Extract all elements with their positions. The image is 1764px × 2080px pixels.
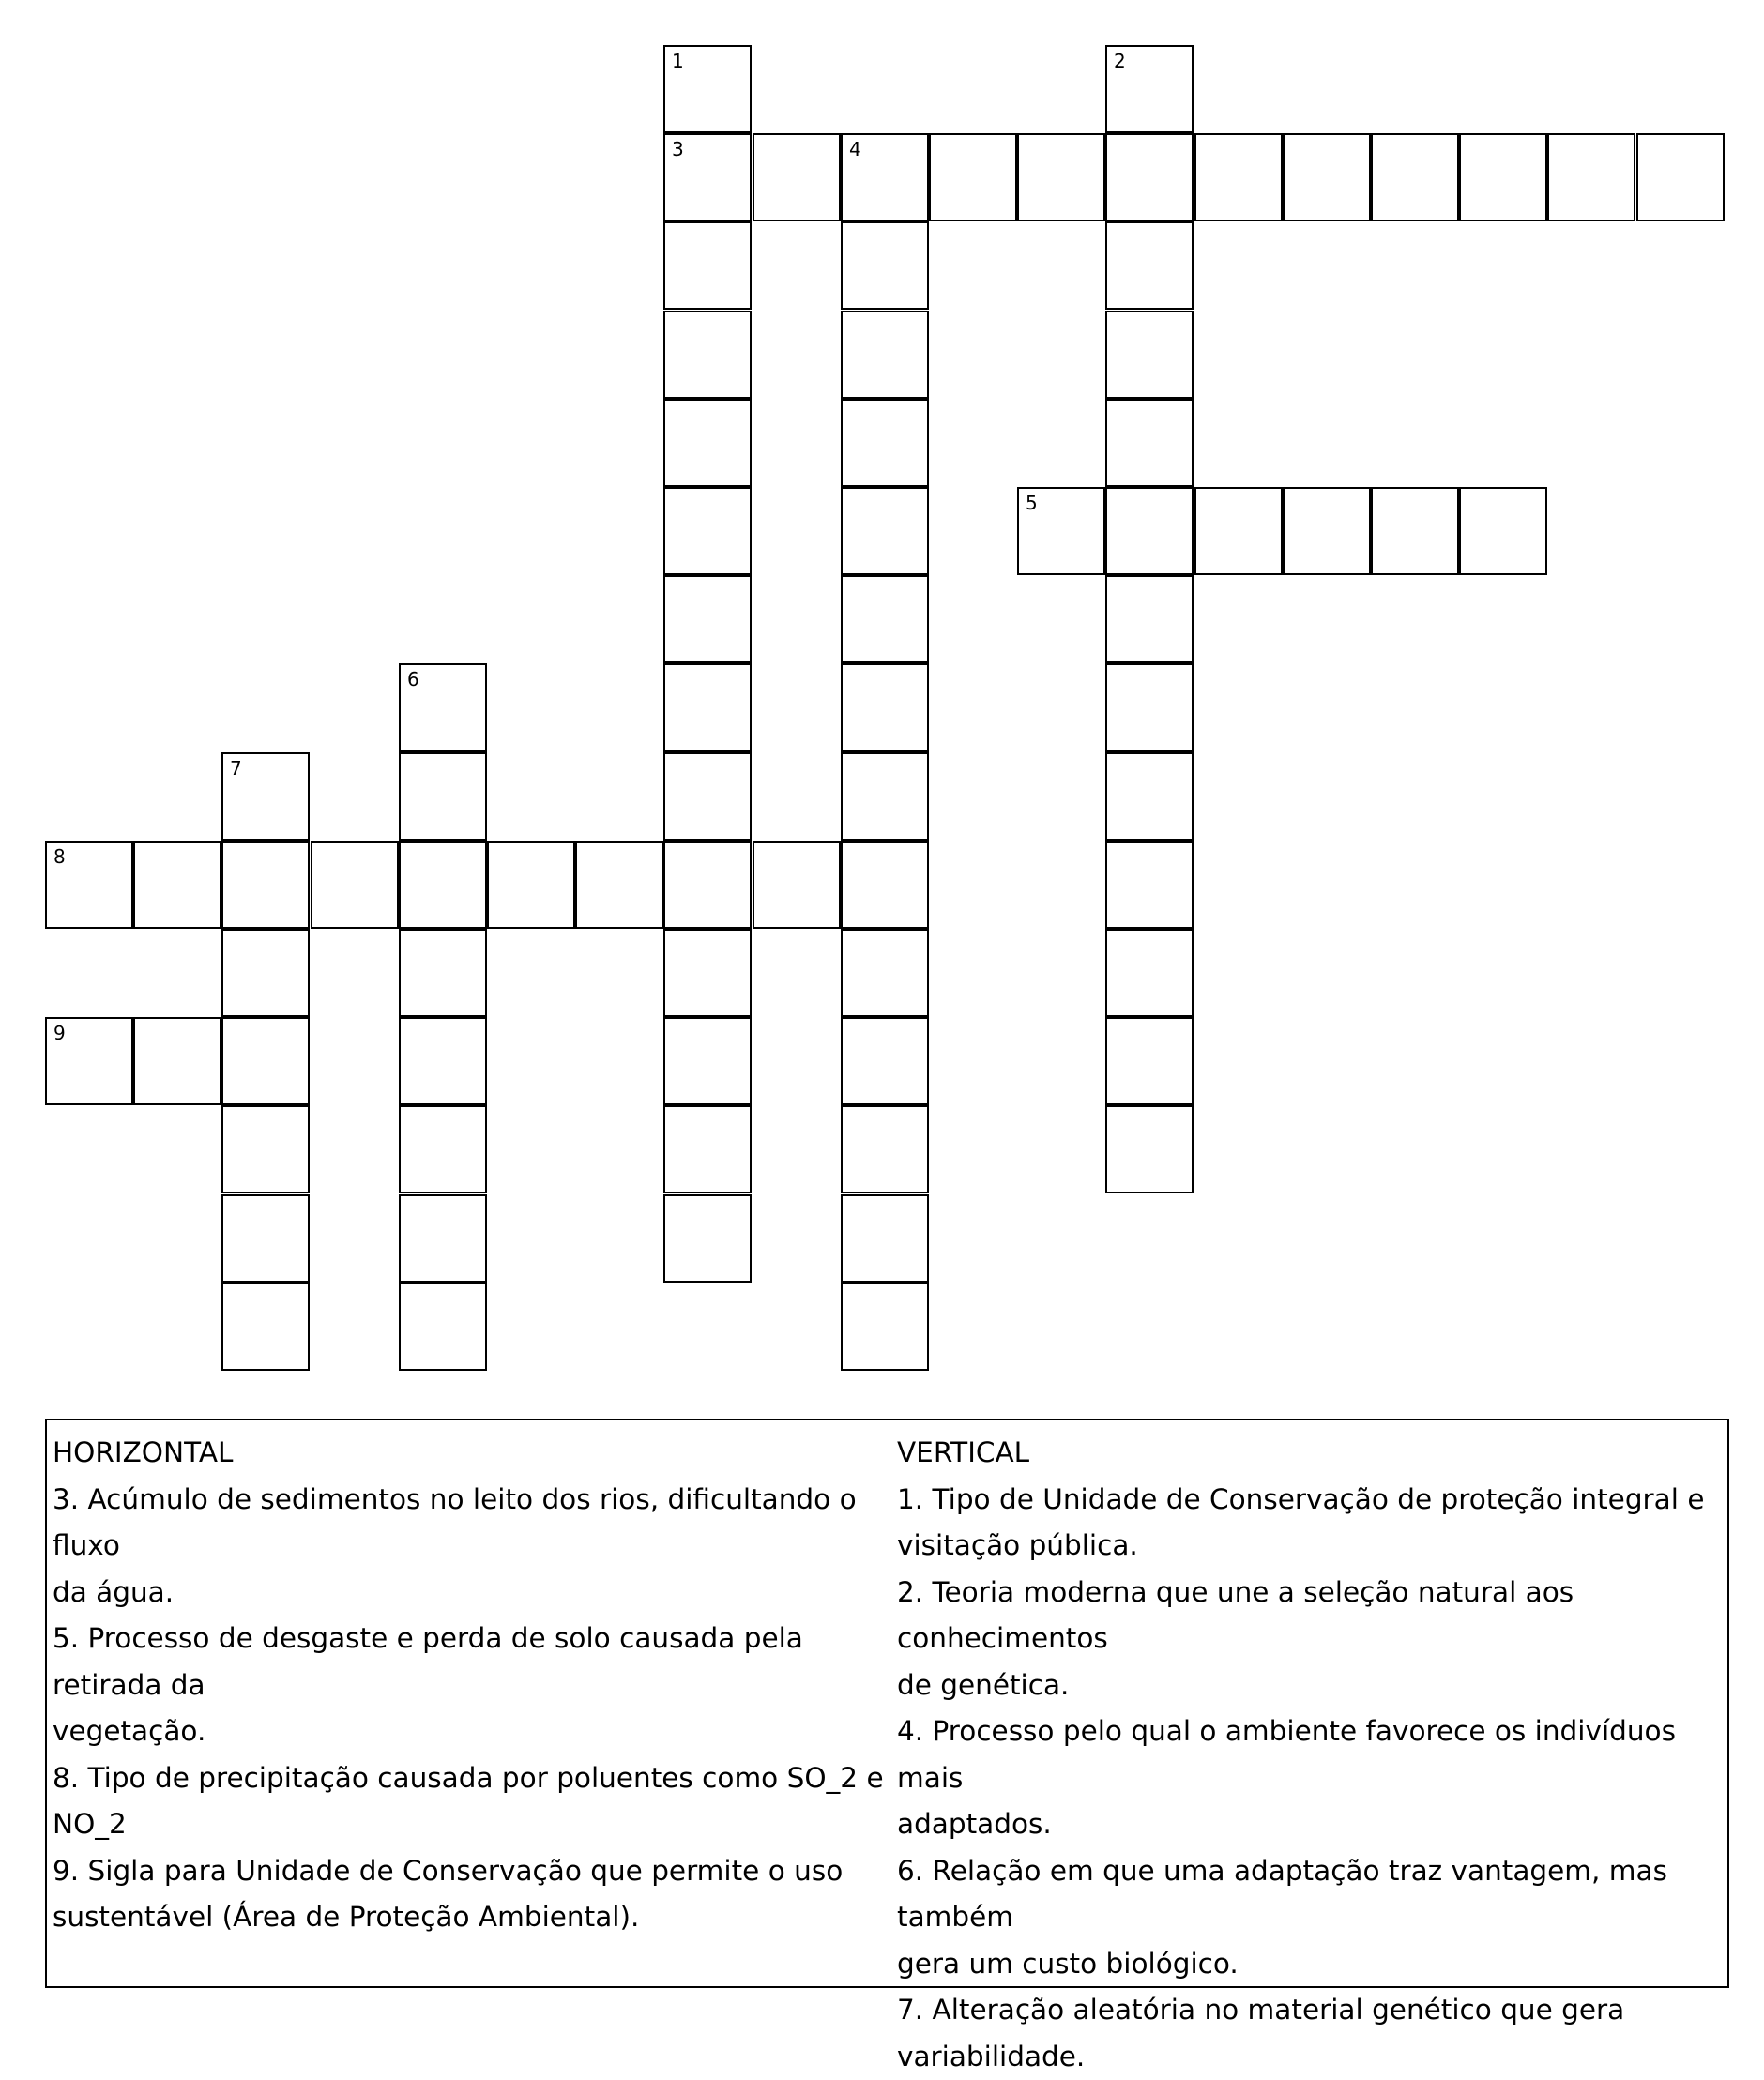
crossword-cell[interactable] <box>841 663 929 752</box>
crossword-cell[interactable] <box>663 929 752 1017</box>
crossword-cell[interactable] <box>1459 487 1547 575</box>
clue-line: 7. Alteração aleatória no material genético que gera <box>897 1987 1727 2034</box>
crossword-cell[interactable] <box>399 841 487 929</box>
crossword-cell[interactable] <box>663 752 752 841</box>
crossword-cell[interactable] <box>133 1017 221 1105</box>
crossword-cell[interactable] <box>221 1194 310 1283</box>
crossword-cell[interactable] <box>663 133 752 221</box>
clue-number: 9 <box>53 1024 66 1042</box>
crossword-cell[interactable] <box>841 929 929 1017</box>
clue-line: de genética. <box>897 1662 1727 1709</box>
crossword-cell[interactable] <box>663 1194 752 1283</box>
crossword-cell[interactable] <box>1017 133 1105 221</box>
crossword-cell[interactable] <box>1636 133 1725 221</box>
clue-line: 6. Relação em que uma adaptação traz vantagem, mas também <box>897 1848 1727 1941</box>
crossword-cell[interactable] <box>753 133 841 221</box>
vertical-clues <box>897 1430 1727 2080</box>
crossword-cell[interactable] <box>1105 841 1194 929</box>
crossword-cell[interactable] <box>1459 133 1547 221</box>
crossword-cell[interactable] <box>399 1105 487 1193</box>
crossword-cell[interactable] <box>841 399 929 487</box>
horizontal-heading: HORIZONTAL <box>53 1430 897 1477</box>
crossword-cell[interactable] <box>663 841 752 929</box>
crossword-cell[interactable] <box>841 752 929 841</box>
crossword-cell[interactable] <box>841 1194 929 1283</box>
clue-number: 5 <box>1026 493 1038 512</box>
clue-line: NO_2 <box>53 1801 897 1848</box>
crossword-cell[interactable] <box>1105 45 1194 133</box>
crossword-cell[interactable] <box>663 399 752 487</box>
crossword-cell[interactable] <box>221 929 310 1017</box>
clue-line: 2. Teoria moderna que une a seleção natural aos conhecimentos <box>897 1570 1727 1662</box>
crossword-cell[interactable] <box>663 575 752 663</box>
crossword-cell[interactable] <box>841 575 929 663</box>
crossword-cell[interactable] <box>221 1017 310 1105</box>
crossword-cell[interactable] <box>1105 1105 1194 1193</box>
clue-line: 4. Processo pelo qual o ambiente favorece os indivíduos mais <box>897 1708 1727 1801</box>
crossword-cell[interactable] <box>221 1283 310 1371</box>
clue-number: 6 <box>407 670 419 689</box>
clue-line: adaptados. <box>897 1801 1727 1848</box>
crossword-cell[interactable] <box>399 752 487 841</box>
crossword-cell[interactable] <box>929 133 1017 221</box>
crossword-cell[interactable] <box>841 133 929 221</box>
clue-line: gera um custo biológico. <box>897 1941 1727 1988</box>
clue-line: 9. Sigla para Unidade de Conservação que permite o uso <box>53 1848 897 1895</box>
crossword-cell[interactable] <box>399 929 487 1017</box>
crossword-cell[interactable] <box>1105 221 1194 310</box>
crossword-cell[interactable] <box>399 1194 487 1283</box>
crossword-cell[interactable] <box>45 1017 133 1105</box>
crossword-cell[interactable] <box>663 487 752 575</box>
crossword-cell[interactable] <box>133 841 221 929</box>
crossword-cell[interactable] <box>841 1105 929 1193</box>
crossword-cell[interactable] <box>1194 487 1283 575</box>
clue-number: 1 <box>672 52 684 70</box>
clue-line: variabilidade. <box>897 2034 1727 2080</box>
crossword-cell[interactable] <box>663 311 752 399</box>
crossword-cell[interactable] <box>311 841 399 929</box>
crossword-cell[interactable] <box>841 1283 929 1371</box>
crossword-cell[interactable] <box>1017 487 1105 575</box>
clue-line: 5. Processo de desgaste e perda de solo causada pela retirada da <box>53 1616 897 1708</box>
crossword-cell[interactable] <box>1105 663 1194 752</box>
clue-number: 3 <box>672 140 684 159</box>
crossword-cell[interactable] <box>663 663 752 752</box>
crossword-cell[interactable] <box>1194 133 1283 221</box>
crossword-cell[interactable] <box>663 1017 752 1105</box>
crossword-cell[interactable] <box>841 311 929 399</box>
crossword-cell[interactable] <box>841 1017 929 1105</box>
crossword-cell[interactable] <box>221 752 310 841</box>
crossword-cell[interactable] <box>753 841 841 929</box>
crossword-cell[interactable] <box>1283 487 1371 575</box>
crossword-cell[interactable] <box>399 663 487 752</box>
horizontal-clues <box>53 1430 897 1941</box>
crossword-cell[interactable] <box>487 841 575 929</box>
crossword-cell[interactable] <box>1283 133 1371 221</box>
clue-number: 7 <box>230 759 242 778</box>
crossword-cell[interactable] <box>663 45 752 133</box>
crossword-cell[interactable] <box>1105 752 1194 841</box>
crossword-cell[interactable] <box>841 841 929 929</box>
clue-line: da água. <box>53 1570 897 1617</box>
clue-line: visitação pública. <box>897 1523 1727 1570</box>
crossword-cell[interactable] <box>1105 575 1194 663</box>
crossword-cell[interactable] <box>1105 399 1194 487</box>
crossword-cell[interactable] <box>1105 487 1194 575</box>
crossword-cell[interactable] <box>1547 133 1635 221</box>
crossword-cell[interactable] <box>221 841 310 929</box>
crossword-cell[interactable] <box>45 841 133 929</box>
clue-line: 8. Tipo de precipitação causada por poluentes como SO_2 e <box>53 1755 897 1802</box>
clue-number: 8 <box>53 847 66 866</box>
crossword-cell[interactable] <box>663 221 752 310</box>
crossword-cell[interactable] <box>399 1283 487 1371</box>
clue-number: 2 <box>1114 52 1126 70</box>
crossword-cell[interactable] <box>663 1105 752 1193</box>
crossword-cell[interactable] <box>221 1105 310 1193</box>
vertical-heading: VERTICAL <box>897 1430 1727 1477</box>
crossword-cell[interactable] <box>1105 929 1194 1017</box>
crossword-cell[interactable] <box>841 487 929 575</box>
crossword-cell[interactable] <box>841 221 929 310</box>
crossword-cell[interactable] <box>575 841 663 929</box>
crossword-cell[interactable] <box>1105 133 1194 221</box>
crossword-cell[interactable] <box>1105 1017 1194 1105</box>
clues-box <box>45 1419 1729 1988</box>
clue-line: sustentável (Área de Proteção Ambiental). <box>53 1894 897 1941</box>
clue-line: 3. Acúmulo de sedimentos no leito dos rios, dificultando o fluxo <box>53 1477 897 1570</box>
crossword-cell[interactable] <box>1371 133 1459 221</box>
clue-line: 1. Tipo de Unidade de Conservação de proteção integral e <box>897 1477 1727 1524</box>
crossword-cell[interactable] <box>1371 487 1459 575</box>
crossword-cell[interactable] <box>399 1017 487 1105</box>
crossword-cell[interactable] <box>1105 311 1194 399</box>
clue-line: vegetação. <box>53 1708 897 1755</box>
clue-number: 4 <box>849 140 861 159</box>
